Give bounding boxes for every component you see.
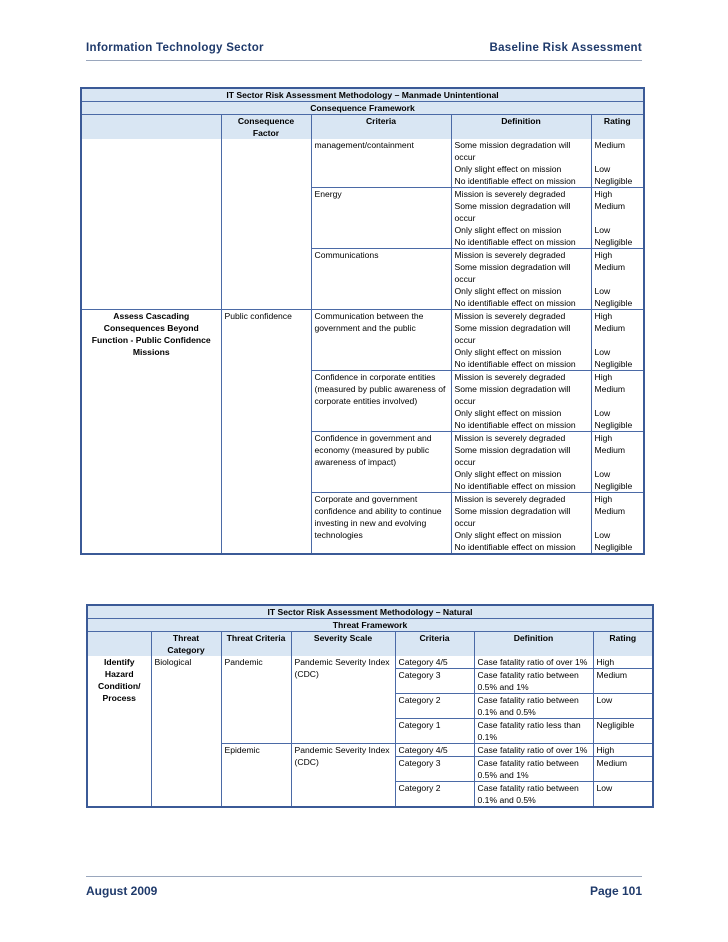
rating-cell: Medium [591,505,644,529]
column-header [87,632,151,657]
rating-cell: Medium [591,444,644,468]
column-header-row [81,115,644,140]
threat-criteria: Pandemic [221,656,291,744]
column-header: Criteria [311,115,451,140]
rating-cell: Negligible [593,719,653,744]
threat-framework-table [86,604,654,808]
criteria-cell: Category 2 [395,694,474,719]
criteria-cell: Confidence in corporate entities (measured by public awareness of corporate entities involved) [311,371,451,432]
criteria-cell: Category 3 [395,757,474,782]
rating-cell: Low [591,224,644,236]
criteria-cell: Corporate and government confidence and ability to continue investing in new and evolving technologies [311,493,451,555]
table-title: IT Sector Risk Assessment Methodology – Manmade Unintentional [81,88,644,102]
definition-cell: Only slight effect on mission [451,346,591,358]
severity-scale: Pandemic Severity Index (CDC) [291,656,395,744]
rating-cell: Medium [591,261,644,285]
column-header: Definition [451,115,591,140]
rating-cell: Low [593,782,653,808]
running-header-right: Baseline Risk Assessment [489,42,642,54]
rating-cell: High [591,493,644,506]
rating-cell: High [591,188,644,201]
rating-cell: Negligible [591,480,644,493]
table-subtitle: Threat Framework [87,619,653,632]
definition-cell: Some mission degradation will occur [451,200,591,224]
definition-cell: Mission is severely degraded [451,249,591,262]
definition-cell: Only slight effect on mission [451,163,591,175]
definition-cell: No identifiable effect on mission [451,236,591,249]
rating-cell: Medium [593,757,653,782]
empty-cell [81,139,221,310]
consequence-framework-table [80,87,645,555]
rating-cell: Negligible [591,541,644,554]
rating-cell: Low [593,694,653,719]
column-header: Severity Scale [291,632,395,657]
header-rule [86,60,642,61]
rating-cell: High [593,656,653,669]
rating-cell: Low [591,468,644,480]
table-title: IT Sector Risk Assessment Methodology – Natural [87,605,653,619]
definition-cell: No identifiable effect on mission [451,419,591,432]
criteria-cell: Category 4/5 [395,744,474,757]
column-header-row [87,632,653,657]
rating-cell: Low [591,163,644,175]
definition-cell: Case fatality ratio of over 1% [474,744,593,757]
definition-cell: Some mission degradation will occur [451,505,591,529]
criteria-cell: Energy [311,188,451,249]
footer-rule [86,876,642,877]
rating-cell: Negligible [591,236,644,249]
definition-cell: Only slight effect on mission [451,224,591,236]
column-header: Threat Category [151,632,221,657]
definition-cell: Only slight effect on mission [451,407,591,419]
definition-cell: Some mission degradation will occur [451,322,591,346]
definition-cell: No identifiable effect on mission [451,480,591,493]
table-subtitle-row [81,102,644,115]
definition-cell: No identifiable effect on mission [451,175,591,188]
rating-cell: Negligible [591,297,644,310]
definition-cell: No identifiable effect on mission [451,297,591,310]
footer-page-number: Page 101 [589,884,642,898]
criteria-cell: Category 2 [395,782,474,808]
rating-cell: Low [591,529,644,541]
definition-cell: Only slight effect on mission [451,285,591,297]
rating-cell: High [591,432,644,445]
column-header: Consequence Factor [221,115,311,140]
rating-cell: Medium [591,383,644,407]
criteria-cell: Category 1 [395,719,474,744]
definition-cell: Mission is severely degraded [451,371,591,384]
definition-cell: Mission is severely degraded [451,188,591,201]
rating-cell: Low [591,407,644,419]
definition-cell: Some mission degradation will occur [451,444,591,468]
rating-cell: Negligible [591,358,644,371]
rating-cell: Low [591,285,644,297]
definition-cell: Case fatality ratio between 0.5% and 1% [474,669,593,694]
empty-cell [221,139,311,310]
definition-cell: Mission is severely degraded [451,432,591,445]
table-subtitle: Consequence Framework [81,102,644,115]
section-label: Assess Cascading Consequences Beyond Function - Public Confidence Missions [91,311,211,357]
definition-cell: Mission is severely degraded [451,310,591,323]
definition-cell: No identifiable effect on mission [451,541,591,554]
severity-scale: Pandemic Severity Index (CDC) [291,744,395,808]
rating-cell: Medium [593,669,653,694]
rating-cell: Medium [591,322,644,346]
rating-cell: Negligible [591,175,644,188]
table-row [87,656,653,669]
rating-cell: High [591,371,644,384]
criteria-cell: Category 3 [395,669,474,694]
running-header-left: Information Technology Sector [86,42,264,54]
rating-cell: High [591,249,644,262]
rating-cell: High [593,744,653,757]
criteria-cell: management/containment [311,139,451,188]
column-header [81,115,221,140]
definition-cell: Only slight effect on mission [451,468,591,480]
table-title-row [81,88,644,102]
rating-cell: Low [591,346,644,358]
column-header: Definition [474,632,593,657]
table-row [81,139,644,163]
column-header: Criteria [395,632,474,657]
definition-cell: Mission is severely degraded [451,493,591,506]
criteria-cell: Category 4/5 [395,656,474,669]
definition-cell: Case fatality ratio less than 0.1% [474,719,593,744]
definition-cell: No identifiable effect on mission [451,358,591,371]
column-header: Rating [591,115,644,140]
consequence-factor: Public confidence [221,310,311,555]
column-header: Threat Criteria [221,632,291,657]
section-label: Identify Hazard Condition/ Process [98,657,141,703]
definition-cell: Some mission degradation will occur [451,139,591,163]
rating-cell: Medium [591,200,644,224]
table-row [81,310,644,323]
definition-cell: Some mission degradation will occur [451,261,591,285]
rating-cell: Negligible [591,419,644,432]
definition-cell: Only slight effect on mission [451,529,591,541]
rating-cell: High [591,310,644,323]
threat-category: Biological [151,656,221,807]
criteria-cell: Communication between the government and the public [311,310,451,371]
threat-criteria: Epidemic [221,744,291,808]
criteria-cell: Communications [311,249,451,310]
definition-cell: Case fatality ratio between 0.1% and 0.5% [474,782,593,808]
rating-cell: Medium [591,139,644,163]
column-header: Rating [593,632,653,657]
table-subtitle-row [87,619,653,632]
definition-cell: Case fatality ratio of over 1% [474,656,593,669]
footer-date: August 2009 [86,884,158,898]
definition-cell: Some mission degradation will occur [451,383,591,407]
definition-cell: Case fatality ratio between 0.5% and 1% [474,757,593,782]
table-title-row [87,605,653,619]
criteria-cell: Confidence in government and economy (measured by public awareness of impact) [311,432,451,493]
definition-cell: Case fatality ratio between 0.1% and 0.5% [474,694,593,719]
